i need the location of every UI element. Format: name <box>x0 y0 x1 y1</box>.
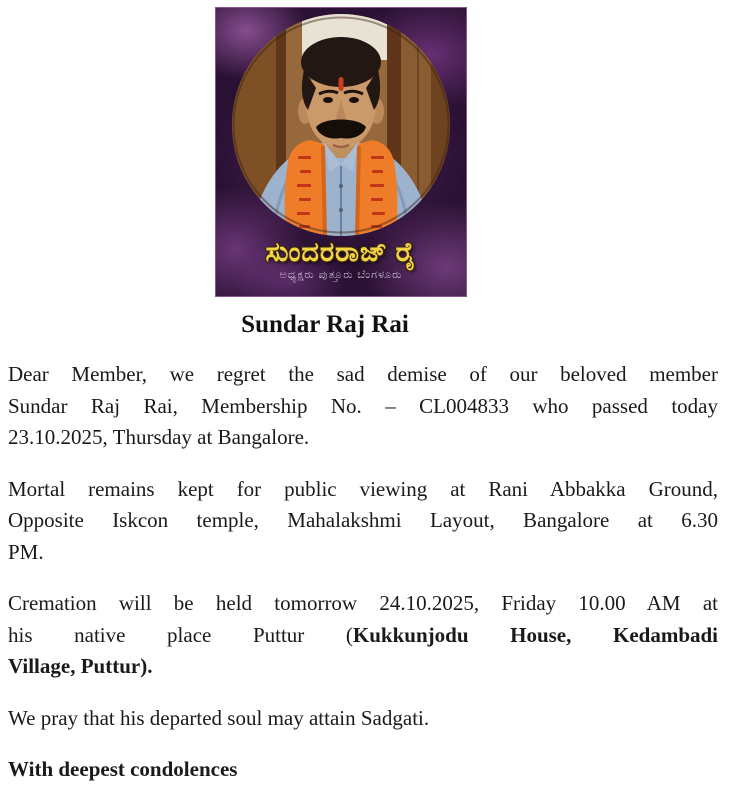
notice-body <box>0 352 738 786</box>
text-line: Village, Puttur). <box>8 654 153 678</box>
text-line: 23.10.2025, Thursday at Bangalore. <box>8 425 310 449</box>
portrait-photo <box>232 14 450 236</box>
paragraph <box>8 359 718 454</box>
text-line: his native place Puttur (Kukkunjodu House, Kedambadi <box>8 622 719 647</box>
text-line: Opposite Iskcon temple, Mahalakshmi Layout, Bangalore at 6.30 <box>8 508 718 532</box>
paragraph <box>8 474 718 569</box>
text-line: Mortal remains kept for public viewing at Rani Abbakka Ground, <box>8 476 718 501</box>
text-line: PM. <box>8 539 44 564</box>
paragraph <box>8 588 718 683</box>
portrait-circle <box>232 14 450 236</box>
notice-paragraphs <box>0 352 738 786</box>
text-line: Sundar Raj Rai, Membership No. – CL004833 who passed today <box>8 393 718 418</box>
paragraph <box>8 703 718 735</box>
text-line: Cremation will be held tomorrow 24.10.2025, Friday 10.00 AM at <box>8 591 718 615</box>
name-kannada: ಸುಂದರರಾಜ್ ರೈ <box>265 237 417 267</box>
text-line: We pray that his departed soul may attain Sadgati. <box>8 705 430 730</box>
subtitle-kannada: ಅಧ್ಯಕ್ಷರು ಪುತ್ತೂರು ಬೆಂಗಳೂರು <box>279 269 403 281</box>
page-title: Sundar Raj Rai <box>241 311 409 338</box>
closing-line: With deepest condolences <box>8 757 238 781</box>
memorial-card <box>215 7 467 297</box>
text-line: Dear Member, we regret the sad demise of our beloved member <box>8 362 718 386</box>
